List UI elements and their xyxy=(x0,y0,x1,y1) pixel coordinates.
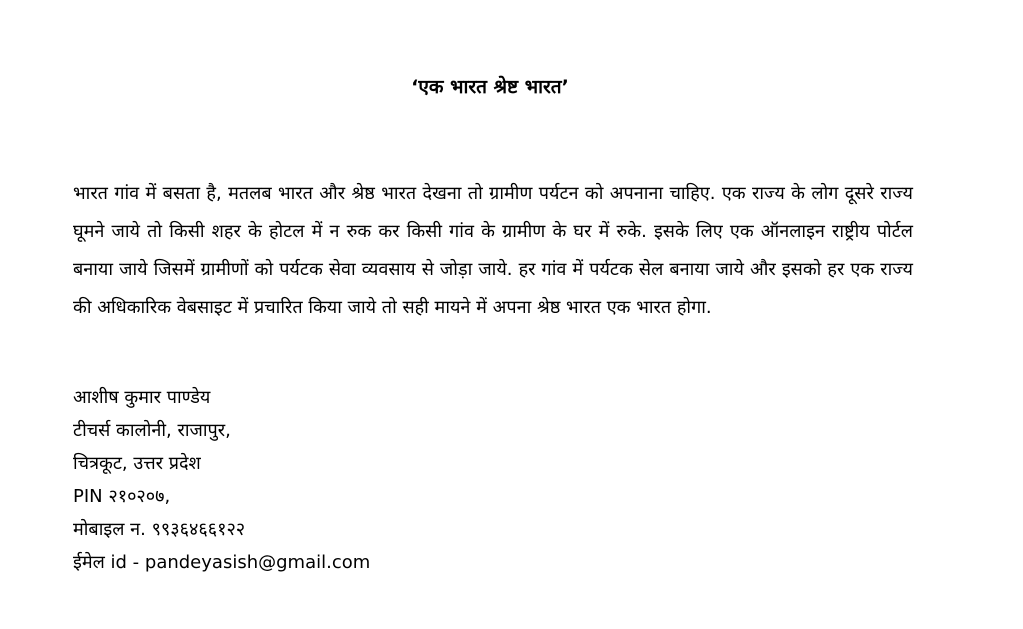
sender-address xyxy=(73,381,673,579)
address-email: ईमेल id - pandeyasish@gmail.com xyxy=(73,552,371,573)
address-city: चित्रकूट, उत्तर प्रदेश xyxy=(73,453,201,474)
body-paragraph: भारत गांव में बसता है, मतलब भारत और श्रेष्ठ भारत देखना तो ग्रामीण पर्यटन को अपनाना चाहिए. एक राज्य के लोग दूसरे राज्य घूमने जाये तो किसी शहर के होटल में न रुक कर किसी गांव के ग्रामीण के घर में रुके. इसके लिए एक ऑनलाइन राष्ट्रीय पोर्टल बनाया जाये जिसमें ग्रामीणों को पर्यटक सेवा व्यवसाय से जोड़ा जाये. हर गांव में पर्यटक सेल बनाया जाये और इसको हर एक राज्य की अधिकारिक वेबसाइट में प्रचारित किया जाये तो सही मायने में अपना श्रेष्ठ भारत एक भारत होगा. xyxy=(73,183,913,318)
address-mobile: मोबाइल न. ९९३६४६६१२२ xyxy=(73,519,246,540)
document-title: ‘एक भारत श्रेष्ट भारत’ xyxy=(411,76,569,98)
address-pin: PIN २१०२०७, xyxy=(73,486,171,507)
sender-name: आशीष कुमार पाण्डेय xyxy=(73,387,211,408)
address-street: टीचर्स कालोनी, राजापुर, xyxy=(73,420,231,441)
